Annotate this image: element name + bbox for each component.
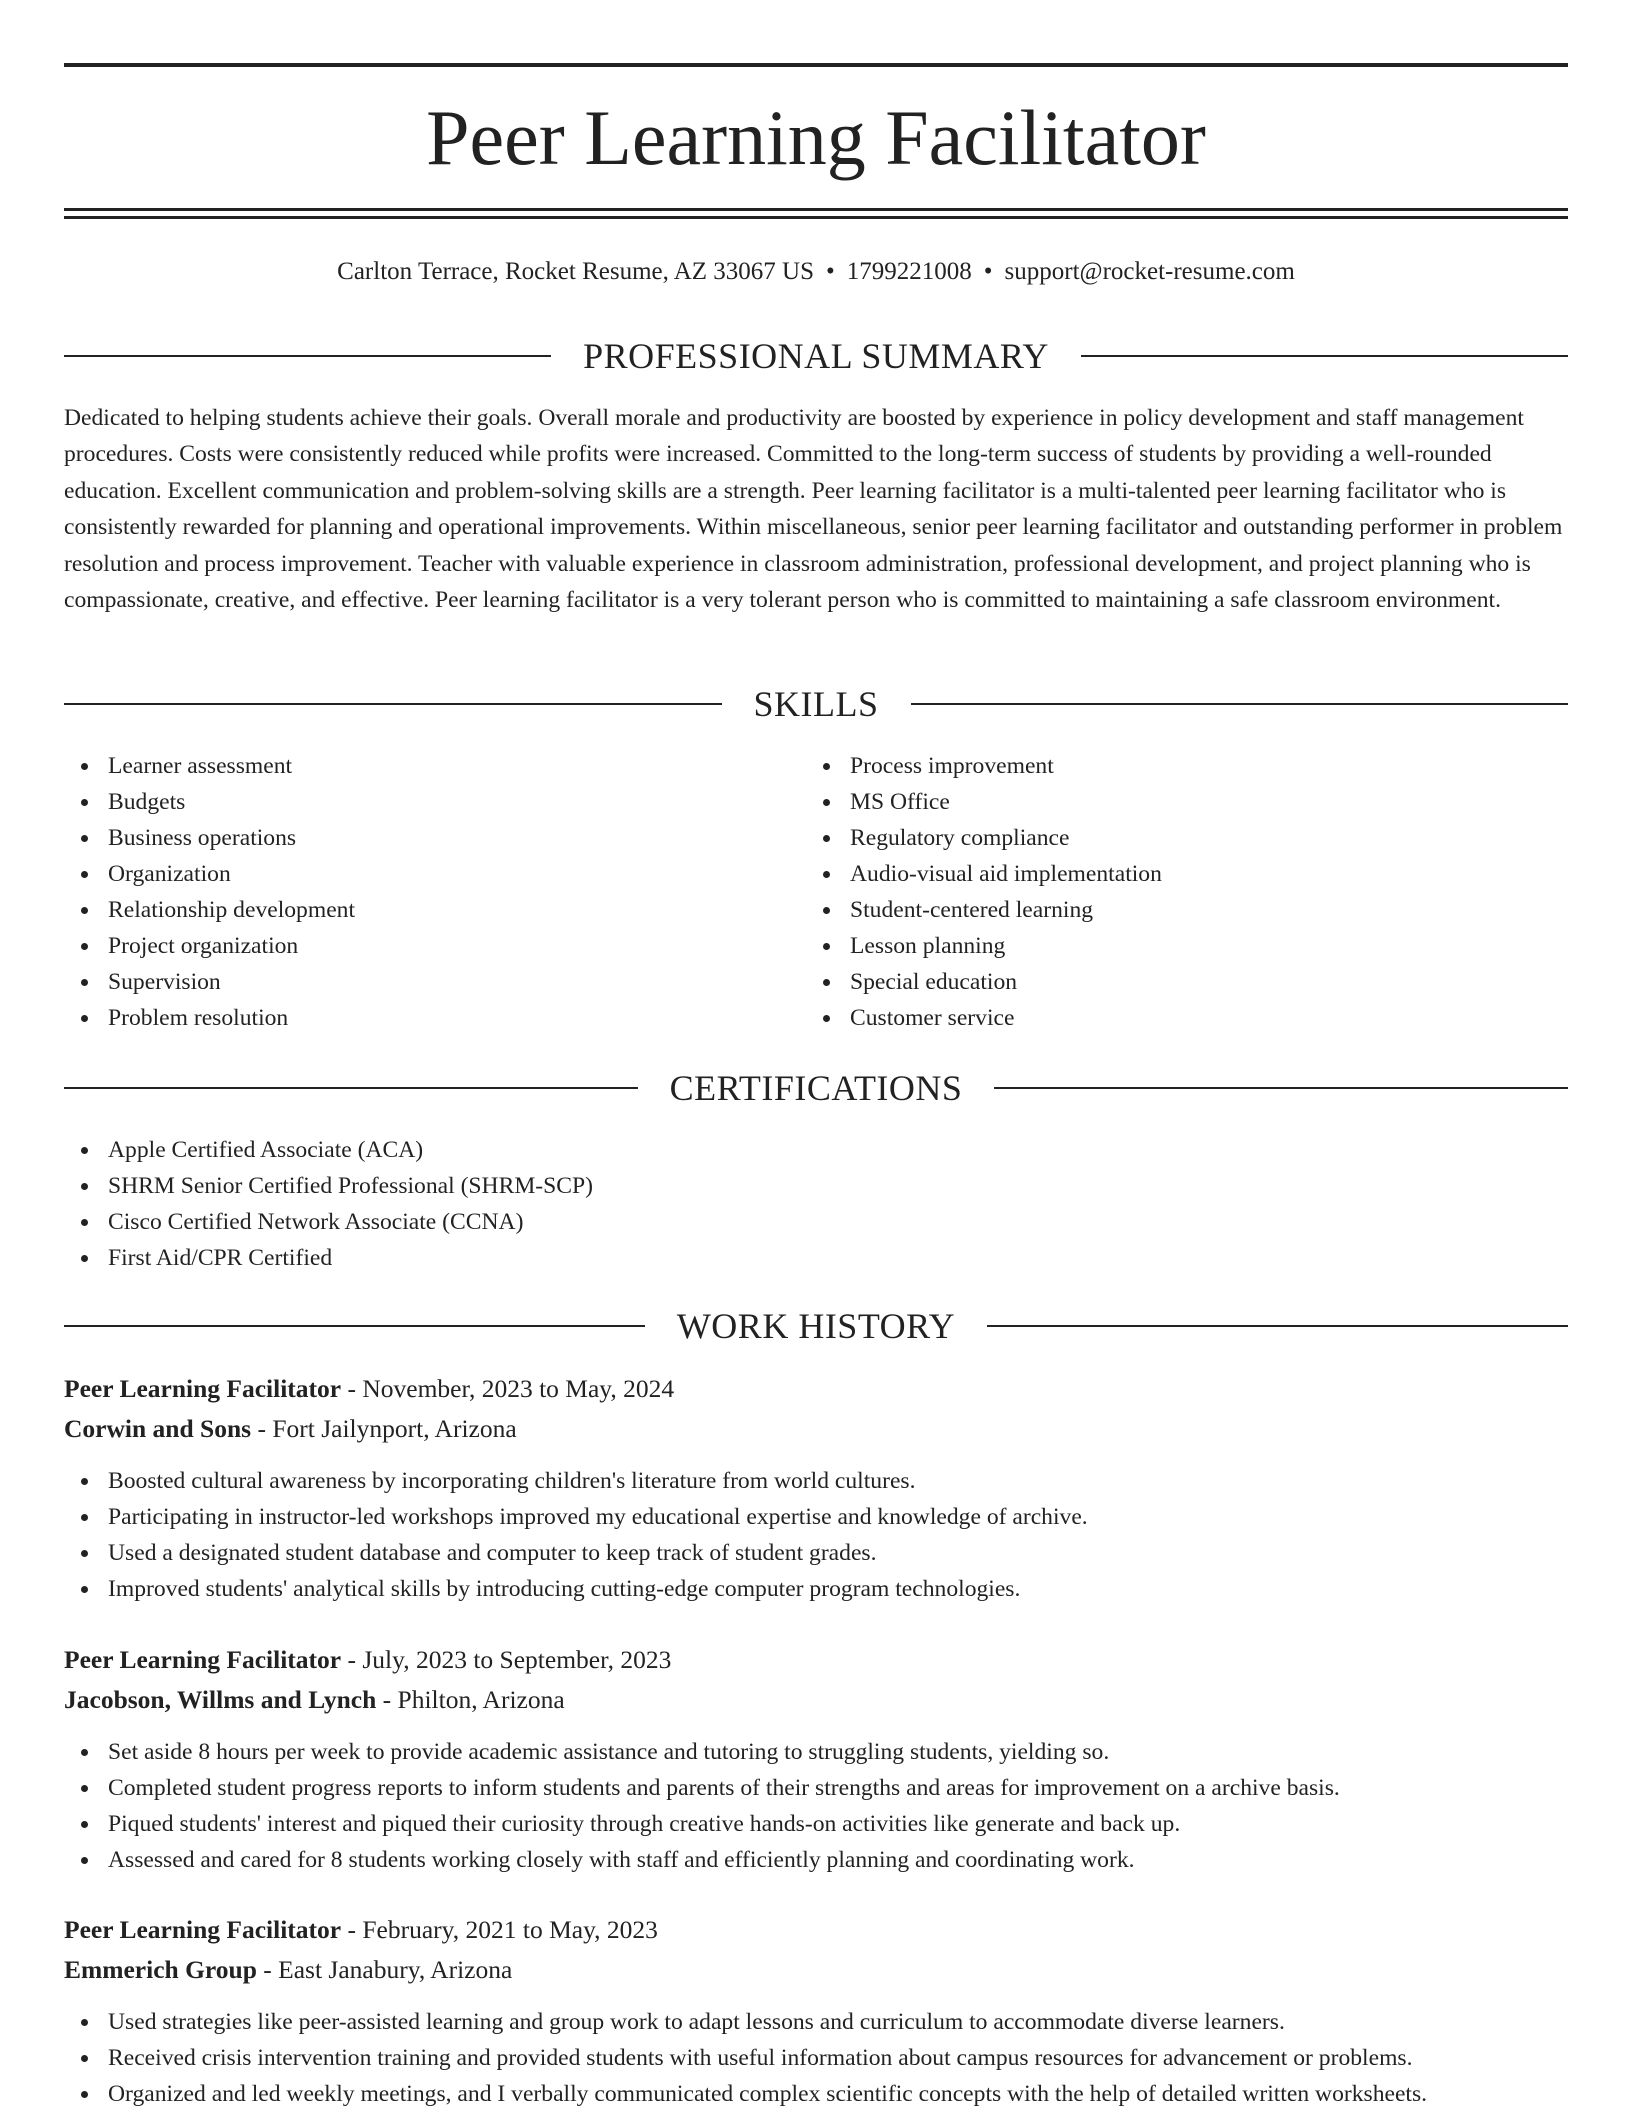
heading-rule-left [64, 1087, 638, 1089]
heading-rule-right [1081, 355, 1568, 357]
job-role-line [64, 1641, 1568, 1679]
section-title: WORK HISTORY [676, 1306, 956, 1346]
skill-item: Audio-visual aid implementation [806, 856, 1566, 892]
heading-rule-left [64, 703, 722, 705]
header-top-rule [64, 63, 1568, 67]
skill-item: Customer service [806, 1000, 1566, 1036]
skill-item: Relationship development [64, 892, 764, 928]
skill-item: Problem resolution [64, 1000, 764, 1036]
contact-email: support@rocket-resume.com [1004, 258, 1295, 285]
job-role-line [64, 1911, 1568, 1949]
job-bullet: Organized and led weekly meetings, and I verbally communicated complex scientific concepts with the help of detailed written worksheets. [64, 2076, 1568, 2112]
job-bullet: Improved students' analytical skills by introducing cutting-edge computer program technologies. [64, 1571, 1568, 1607]
job-bullet: Used strategies like peer-assisted learning and group work to adapt lessons and curriculum to accommodate diverse learners. [64, 2004, 1568, 2040]
job-location: - East Janabury, Arizona [256, 1955, 513, 1984]
job-location: - Fort Jailynport, Arizona [251, 1414, 517, 1443]
contact-line [64, 256, 1568, 288]
skill-item: Learner assessment [64, 748, 764, 784]
skill-item: Lesson planning [806, 928, 1566, 964]
certifications-list [64, 1132, 1064, 1276]
skill-item: Regulatory compliance [806, 820, 1566, 856]
section-heading-summary [64, 334, 1568, 378]
contact-separator: • [826, 258, 835, 285]
job-bullets [64, 1463, 1568, 1607]
job-entry [64, 1641, 1568, 1878]
heading-rule-right [987, 1325, 1568, 1327]
job-company: Emmerich Group [64, 1955, 257, 1984]
skill-item: Business operations [64, 820, 764, 856]
job-bullets [64, 2004, 1568, 2112]
certification-item: Apple Certified Associate (ACA) [64, 1132, 1064, 1168]
job-bullet: Boosted cultural awareness by incorporating children's literature from world cultures. [64, 1463, 1568, 1499]
job-bullet: Assessed and cared for 8 students working closely with staff and efficiently planning and coordinating work. [64, 1842, 1568, 1878]
heading-rule-left [64, 1325, 645, 1327]
job-bullet: Used a designated student database and computer to keep track of student grades. [64, 1535, 1568, 1571]
section-heading-skills [64, 682, 1568, 726]
section-title: PROFESSIONAL SUMMARY [583, 336, 1049, 376]
job-bullet: Set aside 8 hours per week to provide academic assistance and tutoring to struggling students, yielding so. [64, 1734, 1568, 1770]
section-heading-work-history [64, 1304, 1568, 1348]
skills-list-right [806, 748, 1566, 1036]
candidate-name: Peer Learning Facilitator [426, 94, 1206, 181]
skill-item: Supervision [64, 964, 764, 1000]
skill-item: Project organization [64, 928, 764, 964]
job-bullet: Piqued students' interest and piqued their curiosity through creative hands-on activities like generate and back up. [64, 1806, 1568, 1842]
skill-item: Process improvement [806, 748, 1566, 784]
skill-item: Student-centered learning [806, 892, 1566, 928]
contact-address: Carlton Terrace, Rocket Resume, AZ 33067 US [337, 258, 815, 285]
summary-paragraph: Dedicated to helping students achieve their goals. Overall morale and productivity are boosted by experience in policy development and staff management procedures. Costs were consistently reduced while profits were increased. Committed to the long-term success of students by providing a well-rounded education. Excellent communication and problem-solving skills are a strength. Peer learning facilitator is a multi-talented peer learning facilitator who is consistently rewarded for planning and operational improvements. Within miscellaneous, senior peer learning facilitator and outstanding performer in problem resolution and process improvement. Teacher with valuable experience in classroom administration, professional development, and project planning who is compassionate, creative, and effective. Peer learning facilitator is a very tolerant person who is committed to maintaining a safe classroom environment. [64, 405, 1563, 614]
job-entry [64, 1370, 1568, 1607]
job-location: - Philton, Arizona [376, 1685, 565, 1714]
job-bullets [64, 1734, 1568, 1878]
skill-item: Special education [806, 964, 1566, 1000]
job-title: Peer Learning Facilitator [64, 1645, 342, 1674]
heading-rule-left [64, 355, 551, 357]
job-company-line [64, 1681, 1568, 1719]
job-company: Jacobson, Willms and Lynch [64, 1685, 377, 1714]
section-title: CERTIFICATIONS [669, 1068, 963, 1108]
certification-item: First Aid/CPR Certified [64, 1240, 1064, 1276]
certification-item: SHRM Senior Certified Professional (SHRM-SCP) [64, 1168, 1064, 1204]
contact-phone: 1799221008 [846, 258, 972, 285]
job-bullet: Received crisis intervention training and provided students with useful information about campus resources for advancement or problems. [64, 2040, 1568, 2076]
job-company-line [64, 1410, 1568, 1448]
heading-rule-right [911, 703, 1569, 705]
job-title: Peer Learning Facilitator [64, 1374, 342, 1403]
job-dates: - February, 2021 to May, 2023 [341, 1915, 658, 1944]
job-bullet: Participating in instructor-led workshops improved my educational expertise and knowledge of archive. [64, 1499, 1568, 1535]
skill-item: Budgets [64, 784, 764, 820]
skill-item: MS Office [806, 784, 1566, 820]
header-double-rule [64, 208, 1568, 219]
contact-separator: • [983, 258, 993, 285]
job-dates: - July, 2023 to September, 2023 [341, 1645, 672, 1674]
job-title: Peer Learning Facilitator [64, 1915, 342, 1944]
heading-rule-right [994, 1087, 1568, 1089]
skills-list-left [64, 748, 764, 1036]
section-title: SKILLS [753, 684, 879, 724]
skill-item: Organization [64, 856, 764, 892]
certification-item: Cisco Certified Network Associate (CCNA) [64, 1204, 1064, 1240]
job-entry [64, 1911, 1568, 2112]
section-heading-certifications [64, 1066, 1568, 1110]
job-role-line [64, 1370, 1568, 1408]
job-bullet: Completed student progress reports to inform students and parents of their strengths and areas for improvement on a archive basis. [64, 1770, 1568, 1806]
job-company: Corwin and Sons [64, 1414, 252, 1443]
job-dates: - November, 2023 to May, 2024 [341, 1374, 675, 1403]
job-company-line [64, 1951, 1568, 1989]
